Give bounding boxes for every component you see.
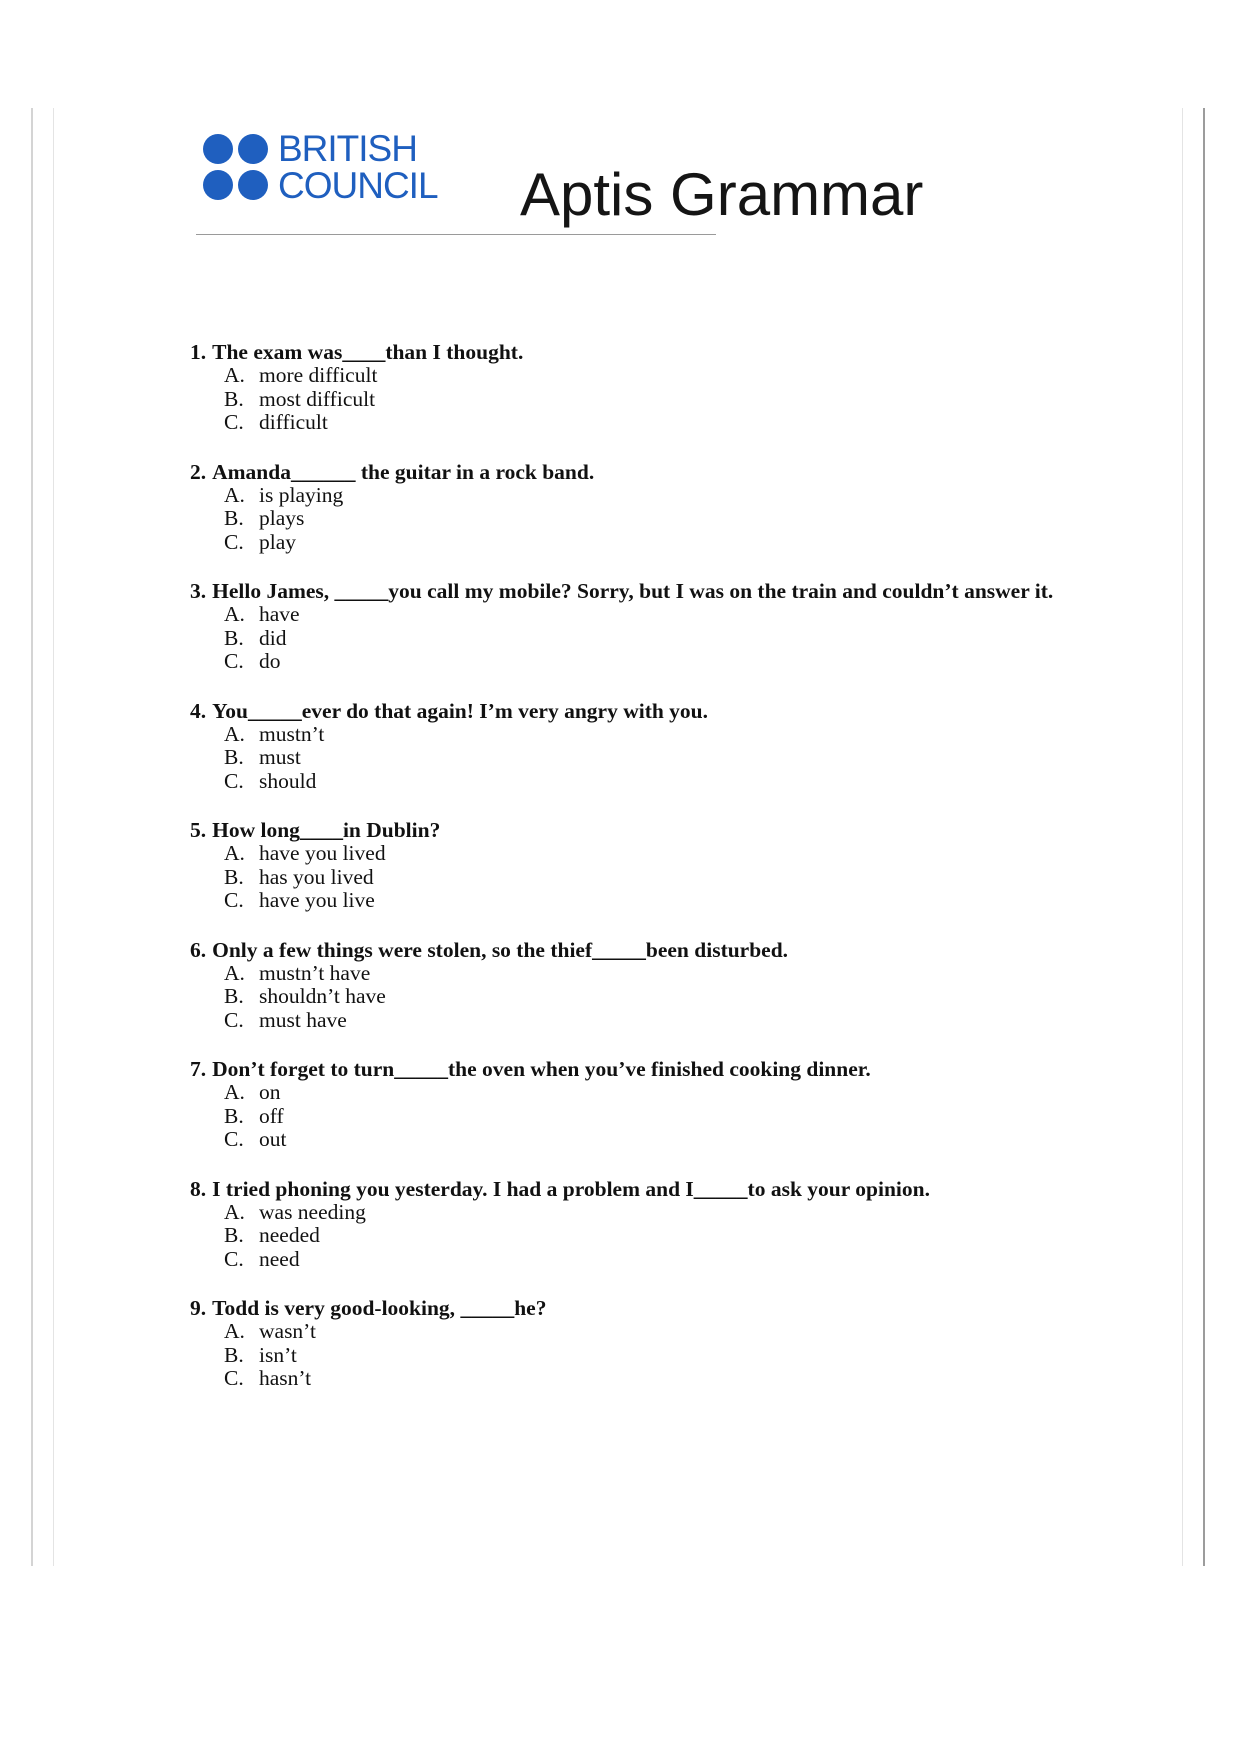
question-7: [190, 1057, 1110, 1152]
option-letter: B.: [224, 1223, 244, 1247]
answer-options: [190, 603, 1110, 674]
option-letter: A.: [224, 841, 245, 865]
logo-wordmark: [278, 130, 438, 204]
question-number: 9.: [190, 1296, 207, 1320]
answer-option: [224, 650, 1110, 674]
option-text: should: [259, 768, 317, 793]
option-letter: B.: [224, 506, 244, 530]
question-text: [190, 1296, 1110, 1320]
question-blank: ____: [342, 340, 386, 364]
logo-line-2: COUNCIL: [278, 165, 438, 206]
question-number: 4.: [190, 698, 207, 723]
option-text: shouldn’t have: [259, 984, 386, 1008]
option-letter: B.: [224, 864, 244, 889]
question-number: 5.: [190, 818, 207, 842]
question-stem-before: You: [212, 698, 248, 723]
question-blank: _____: [247, 698, 302, 723]
option-text: most difficult: [259, 386, 376, 411]
option-letter: A.: [224, 1080, 245, 1104]
question-text: [190, 1057, 1110, 1081]
logo-dots-icon: [203, 134, 268, 200]
answer-option: [224, 1224, 1110, 1248]
option-letter: B.: [224, 386, 244, 411]
option-text: have you live: [259, 888, 375, 912]
answer-options: [190, 364, 1110, 435]
option-text: do: [259, 649, 281, 673]
answer-option: [224, 627, 1110, 651]
logo-dot: [203, 170, 233, 200]
question-blank: _____: [394, 1057, 448, 1081]
option-text: out: [259, 1127, 287, 1151]
british-council-logo: [203, 130, 438, 204]
question-8: [190, 1177, 1110, 1272]
question-4: [190, 699, 1110, 794]
option-text: plays: [259, 506, 305, 530]
option-text: hasn’t: [259, 1366, 312, 1390]
answer-option: [224, 1367, 1110, 1391]
question-stem-before: Only a few things were stolen, so the thief: [212, 937, 593, 962]
answer-options: [190, 484, 1110, 555]
option-text: has you lived: [259, 864, 374, 889]
option-letter: A.: [224, 1319, 245, 1343]
question-stem-before: How long: [212, 818, 300, 842]
answer-options: [190, 723, 1110, 794]
answer-option: [224, 484, 1110, 508]
option-text: play: [259, 529, 297, 554]
answer-option: [224, 1081, 1110, 1105]
option-text: mustn’t: [259, 721, 325, 746]
answer-option: [224, 842, 1110, 866]
question-stem-after: to ask your opinion.: [747, 1176, 930, 1201]
question-text: [190, 340, 1110, 364]
question-blank: _____: [460, 1296, 515, 1320]
answer-option: [224, 866, 1110, 890]
question-6: [190, 938, 1110, 1033]
answer-options: [190, 842, 1110, 913]
answer-option: [224, 723, 1110, 747]
answer-option: [224, 1248, 1110, 1272]
answer-option: [224, 962, 1110, 986]
answer-option: [224, 1201, 1110, 1225]
title-underline: [196, 234, 716, 235]
question-stem-before: Amanda: [212, 459, 291, 484]
question-text: [190, 699, 1110, 723]
option-text: did: [259, 625, 287, 650]
logo-dot: [238, 170, 268, 200]
option-letter: C.: [224, 768, 244, 793]
question-stem-before: Hello James,: [212, 579, 335, 603]
answer-option: [224, 411, 1110, 435]
question-stem-after: you call my mobile? Sorry, but I was on the train and couldn’t answer it.: [388, 579, 1054, 603]
option-letter: A.: [224, 482, 245, 507]
question-stem-before: I tried phoning you yesterday. I had a problem and I: [212, 1176, 694, 1201]
question-text: [190, 1177, 1110, 1201]
option-text: more difficult: [259, 363, 378, 387]
option-text: have: [259, 602, 300, 626]
question-number: 1.: [190, 340, 207, 364]
question-stem-after: ever do that again! I’m very angry with you.: [301, 698, 709, 723]
page-edge-left-inner: [53, 108, 54, 1566]
page-edge-right-inner: [1182, 108, 1183, 1566]
option-text: need: [259, 1246, 300, 1271]
question-text: [190, 579, 1110, 603]
answer-options: [190, 962, 1110, 1033]
option-letter: B.: [224, 984, 244, 1008]
option-text: isn’t: [259, 1342, 297, 1367]
question-9: [190, 1296, 1110, 1391]
question-list: [190, 340, 1110, 1416]
answer-option: [224, 746, 1110, 770]
question-blank: _____: [592, 937, 646, 962]
question-blank: ______: [290, 459, 356, 484]
option-letter: C.: [224, 888, 244, 912]
question-number: 7.: [190, 1057, 207, 1081]
option-letter: C.: [224, 649, 244, 673]
answer-option: [224, 985, 1110, 1009]
logo-line-1: BRITISH: [278, 128, 417, 169]
answer-option: [224, 603, 1110, 627]
answer-option: [224, 770, 1110, 794]
option-text: mustn’t have: [259, 960, 371, 985]
question-blank: ____: [299, 818, 343, 842]
answer-option: [224, 889, 1110, 913]
logo-dot: [238, 134, 268, 164]
option-letter: C.: [224, 410, 244, 434]
question-text: [190, 460, 1110, 484]
option-letter: B.: [224, 1103, 244, 1128]
question-stem-after: the oven when you’ve finished cooking dinner.: [448, 1057, 871, 1081]
question-number: 6.: [190, 937, 207, 962]
question-5: [190, 818, 1110, 913]
option-letter: B.: [224, 625, 244, 650]
answer-option: [224, 1128, 1110, 1152]
option-text: needed: [259, 1223, 320, 1247]
question-stem-after: than I thought.: [385, 340, 524, 364]
question-text: [190, 938, 1110, 962]
answer-option: [224, 388, 1110, 412]
logo-dot: [203, 134, 233, 164]
question-stem-before: Todd is very good-looking,: [212, 1296, 461, 1320]
page-edge-left: [31, 108, 33, 1566]
answer-option: [224, 1105, 1110, 1129]
answer-option: [224, 1009, 1110, 1033]
option-letter: C.: [224, 1127, 244, 1151]
question-stem-after: in Dublin?: [342, 818, 441, 842]
option-text: wasn’t: [259, 1319, 316, 1343]
option-letter: C.: [224, 1007, 244, 1032]
answer-options: [190, 1320, 1110, 1391]
answer-option: [224, 531, 1110, 555]
option-text: must have: [259, 1007, 347, 1032]
option-letter: C.: [224, 1366, 244, 1390]
question-stem-after: he?: [514, 1296, 547, 1320]
question-number: 3.: [190, 579, 207, 603]
option-text: on: [259, 1080, 281, 1104]
question-blank: _____: [334, 579, 389, 603]
question-stem-before: Don’t forget to turn: [212, 1057, 395, 1081]
answer-option: [224, 364, 1110, 388]
option-letter: C.: [224, 1246, 244, 1271]
answer-options: [190, 1081, 1110, 1152]
option-letter: A.: [224, 960, 245, 985]
question-number: 2.: [190, 459, 207, 484]
option-text: have you lived: [259, 841, 386, 865]
option-text: off: [259, 1103, 284, 1128]
option-text: difficult: [259, 410, 328, 434]
option-letter: B.: [224, 1342, 244, 1367]
option-text: was needing: [259, 1199, 366, 1224]
option-letter: A.: [224, 1199, 245, 1224]
question-3: [190, 579, 1110, 674]
question-blank: _____: [693, 1176, 748, 1201]
option-letter: A.: [224, 721, 245, 746]
option-letter: A.: [224, 602, 245, 626]
page-edge-right: [1203, 108, 1205, 1566]
answer-option: [224, 1344, 1110, 1368]
question-number: 8.: [190, 1176, 207, 1201]
option-text: is playing: [259, 482, 344, 507]
option-letter: C.: [224, 529, 244, 554]
question-text: [190, 818, 1110, 842]
question-stem-after: the guitar in a rock band.: [355, 459, 595, 484]
question-stem-after: been disturbed.: [645, 937, 789, 962]
option-letter: B.: [224, 745, 244, 769]
question-1: [190, 340, 1110, 435]
answer-option: [224, 1320, 1110, 1344]
answer-option: [224, 507, 1110, 531]
page-title: Aptis Grammar: [520, 161, 924, 228]
question-2: [190, 460, 1110, 555]
option-letter: A.: [224, 363, 245, 387]
answer-options: [190, 1201, 1110, 1272]
option-text: must: [259, 745, 301, 769]
question-stem-before: The exam was: [212, 340, 343, 364]
